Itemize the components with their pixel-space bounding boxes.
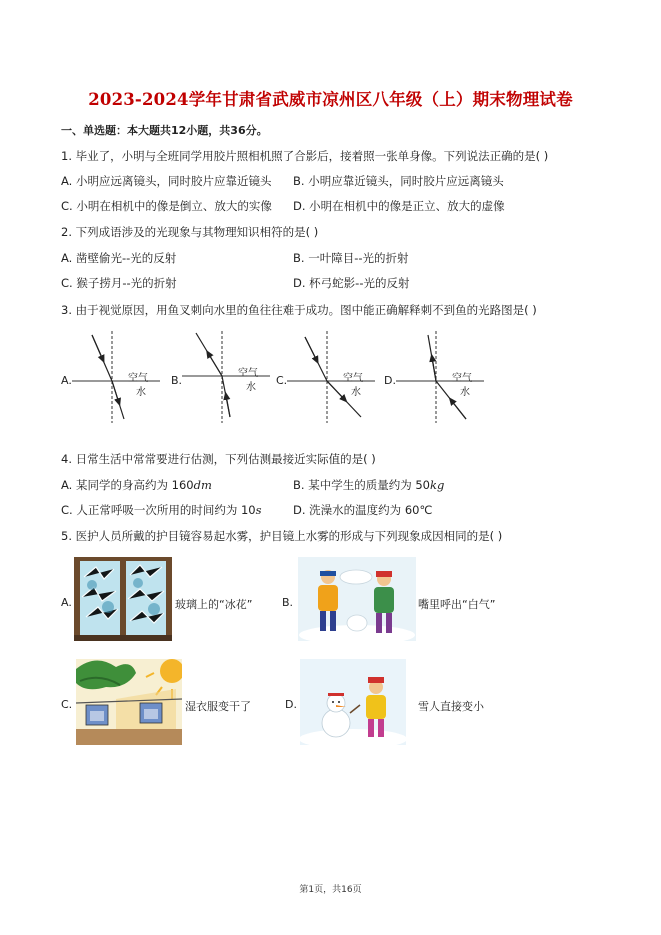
- question-5-option-c-label: C.: [61, 698, 73, 711]
- diagram-c-label: C.: [276, 374, 288, 387]
- question-2-option-d: D. 杯弓蛇影--光的反射: [293, 276, 410, 290]
- diagram-a: [72, 331, 162, 423]
- question-5-option-a-label: A.: [61, 596, 72, 609]
- question-4-option-d: D. 洗澡水的温度约为 60℃: [293, 503, 433, 517]
- diagram-d-label: D.: [384, 374, 396, 387]
- clothes-drying-image: [76, 659, 182, 748]
- question-5-stem: 5. 医护人员所戴的护目镜容易起水雾，护目镜上水雾的形成与下列现象成因相同的是( ): [61, 529, 503, 543]
- diagram-b-label: B.: [171, 374, 183, 387]
- air-label: 空气: [452, 373, 472, 384]
- section-heading: 一、单选题：本大题共12小题，共36分。: [61, 124, 268, 137]
- frosted-window-image: [74, 557, 172, 644]
- water-label: 水: [136, 387, 146, 398]
- question-1-option-d: D. 小明在相机中的像是正立、放大的虚像: [293, 199, 505, 213]
- question-1-option-b: B. 小明应靠近镜头，同时胶片应远离镜头: [293, 174, 504, 188]
- question-1-stem: 1. 毕业了，小明与全班同学用胶片照相机照了合影后，接着照一张单身像。下列说法正确的是( ): [61, 149, 549, 163]
- page-title: 2023-2024学年甘肃省武威市凉州区八年级（上）期末物理试卷: [88, 90, 573, 109]
- diagram-b: [182, 331, 272, 423]
- question-5-option-a-caption: 玻璃上的“冰花”: [175, 598, 253, 611]
- question-5-option-d-label: D.: [285, 698, 297, 711]
- question-1-option-a: A. 小明应远离镜头，同时胶片应靠近镜头: [61, 174, 272, 188]
- question-5-option-c-caption: 湿衣服变干了: [185, 700, 251, 713]
- question-1-option-c: C. 小明在相机中的像是倒立、放大的实像: [61, 199, 272, 213]
- question-5-option-b-caption: 嘴里呼出“白气”: [418, 598, 496, 611]
- question-2-option-b: B. 一叶障目--光的折射: [293, 251, 409, 265]
- snowman-image: [300, 659, 406, 748]
- water-label: 水: [351, 387, 361, 398]
- water-label: 水: [460, 387, 470, 398]
- air-label: 空气: [128, 373, 148, 384]
- question-4-option-c: C. 人正常呼吸一次所用的时间约为 10s: [61, 503, 262, 517]
- question-3-stem: 3. 由于视觉原因，用鱼叉刺向水里的鱼往往难于成功。图中能正确解释刺不到鱼的光路图是( ): [61, 303, 537, 317]
- question-4-option-b: B. 某中学生的质量约为 50kg: [293, 478, 445, 492]
- page-footer: 第1页，共16页: [299, 885, 362, 895]
- air-label: 空气: [343, 373, 363, 384]
- question-2-option-a: A. 凿壁偷光--光的反射: [61, 251, 177, 265]
- question-2-stem: 2. 下列成语涉及的光现象与其物理知识相符的是( ): [61, 225, 319, 239]
- diagram-a-label: A.: [61, 374, 72, 387]
- diagram-c: [287, 331, 377, 423]
- water-label: 水: [246, 382, 256, 393]
- question-2-option-c: C. 猴子捞月--光的折射: [61, 276, 177, 290]
- kids-white-breath-image: [298, 557, 416, 644]
- question-4-stem: 4. 日常生活中常常要进行估测，下列估测最接近实际值的是( ): [61, 452, 376, 466]
- question-5-option-b-label: B.: [282, 596, 294, 609]
- question-4-option-a: A. 某同学的身高约为 160dm: [61, 478, 212, 492]
- air-label: 空气: [238, 368, 258, 379]
- question-5-option-d-caption: 雪人直接变小: [418, 700, 484, 713]
- diagram-d: [396, 331, 486, 423]
